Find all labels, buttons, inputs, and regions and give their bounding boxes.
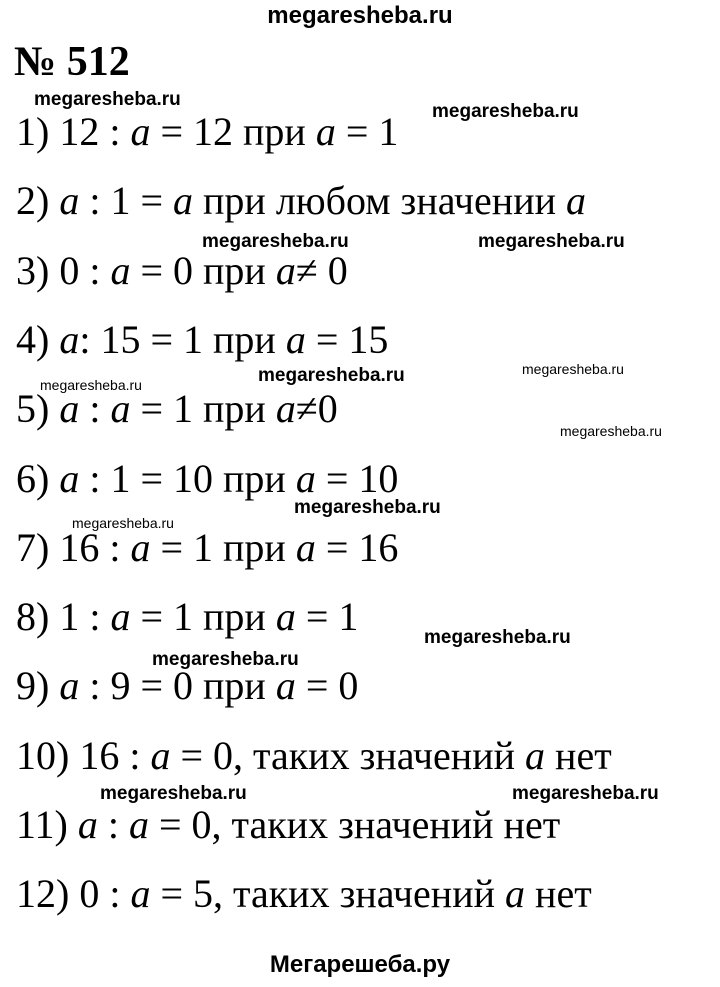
variable: a bbox=[130, 109, 151, 154]
watermark: megaresheba.ru bbox=[100, 783, 247, 804]
expression-text: : bbox=[97, 802, 129, 847]
watermark: megaresheba.ru bbox=[478, 231, 625, 252]
variable: a bbox=[150, 732, 171, 778]
variable: a bbox=[275, 386, 296, 432]
watermark: megaresheba.ru bbox=[294, 497, 441, 518]
expression-text: 0 : bbox=[79, 871, 131, 917]
expression-text: = 12 при bbox=[150, 109, 316, 154]
expression-text: = 1 при bbox=[150, 524, 296, 570]
expression-text: 1 : bbox=[59, 594, 111, 640]
solution-line bbox=[16, 386, 338, 432]
expression-text: = 15 bbox=[305, 316, 389, 362]
expression-text: = 1 bbox=[295, 594, 359, 640]
watermark: megaresheba.ru bbox=[152, 649, 299, 670]
solution-line bbox=[16, 247, 348, 293]
line-number: 5) bbox=[16, 386, 50, 432]
watermark: megaresheba.ru bbox=[40, 377, 142, 393]
solution-line bbox=[16, 594, 359, 640]
expression-text: = 16 bbox=[315, 524, 399, 570]
variable: a bbox=[110, 247, 131, 293]
solution-line bbox=[16, 524, 399, 570]
expression-text: : 1 = bbox=[79, 178, 173, 224]
variable: a bbox=[110, 594, 131, 640]
variable: a bbox=[275, 594, 296, 640]
variable: a bbox=[295, 524, 316, 570]
watermark: megaresheba.ru bbox=[202, 231, 349, 252]
variable: a bbox=[285, 316, 306, 362]
site-header: megaresheba.ru bbox=[267, 2, 453, 29]
line-number: 12) bbox=[16, 871, 70, 917]
variable: a bbox=[505, 871, 526, 917]
variable: a bbox=[110, 386, 131, 432]
watermark: megaresheba.ru bbox=[72, 515, 174, 531]
watermark: megaresheba.ru bbox=[560, 423, 662, 439]
line-number: 11) bbox=[16, 802, 68, 847]
line-number: 7) bbox=[16, 524, 50, 570]
watermark: megaresheba.ru bbox=[258, 365, 405, 386]
expression-text: = 5, таких значений bbox=[150, 871, 506, 917]
expression-text: ≠ 0 bbox=[295, 247, 348, 293]
line-number: 1) bbox=[16, 109, 50, 154]
solution-line bbox=[16, 455, 399, 501]
expression-text: при любом значении bbox=[193, 178, 567, 224]
variable: a bbox=[59, 455, 80, 501]
expression-text: : 15 = 1 при bbox=[79, 316, 286, 362]
expression-text: 0 : bbox=[59, 247, 111, 293]
site-footer: Мегарешеба.ру bbox=[269, 951, 451, 978]
watermark: megaresheba.ru bbox=[424, 627, 571, 648]
line-number: 2) bbox=[16, 178, 50, 224]
expression-text: ≠0 bbox=[295, 386, 338, 432]
watermark: megaresheba.ru bbox=[34, 89, 181, 110]
variable: a bbox=[275, 247, 296, 293]
expression-text: 16 : bbox=[59, 524, 131, 570]
problem-number: № 512 bbox=[14, 39, 130, 85]
expression-text: = 1 при bbox=[130, 594, 276, 640]
expression-text: = 1 bbox=[335, 109, 399, 154]
expression-text: : 1 = 10 при bbox=[79, 455, 296, 501]
variable: a bbox=[130, 524, 151, 570]
solution-line bbox=[16, 316, 389, 362]
variable: a bbox=[128, 802, 149, 847]
variable: a bbox=[295, 455, 316, 501]
variable: a bbox=[59, 316, 80, 362]
expression-text: нет bbox=[525, 871, 592, 917]
expression-text: : bbox=[79, 386, 111, 432]
solution-line bbox=[16, 178, 587, 224]
line-number: 6) bbox=[16, 455, 50, 501]
expression-text: = 1 при bbox=[130, 386, 276, 432]
solution-line bbox=[16, 871, 592, 917]
solution-line bbox=[16, 109, 399, 154]
variable: a bbox=[275, 663, 296, 709]
watermark: megaresheba.ru bbox=[522, 361, 624, 377]
expression-text: 16 : bbox=[79, 732, 151, 778]
line-number: 10) bbox=[16, 732, 70, 778]
variable: a bbox=[315, 109, 336, 154]
expression-text: = 0, таких значений нет bbox=[148, 802, 561, 847]
expression-text: = 0, таких значений bbox=[170, 732, 526, 778]
variable: a bbox=[566, 178, 587, 224]
expression-text: 12 : bbox=[59, 109, 131, 154]
variable: a bbox=[173, 178, 193, 224]
expression-text: = 0 при bbox=[130, 247, 276, 293]
solution-line bbox=[16, 732, 612, 778]
solution-line bbox=[16, 663, 359, 709]
variable: a bbox=[130, 871, 151, 917]
expression-text: = 10 bbox=[315, 455, 399, 501]
variable: a bbox=[59, 386, 80, 432]
expression-text: нет bbox=[545, 732, 612, 778]
line-number: 4) bbox=[16, 316, 50, 362]
variable: a bbox=[525, 732, 546, 778]
variable: a bbox=[77, 802, 98, 847]
watermark: megaresheba.ru bbox=[432, 101, 579, 122]
line-number: 8) bbox=[16, 594, 50, 640]
line-number: 9) bbox=[16, 663, 50, 709]
solution-line bbox=[16, 802, 561, 847]
variable: a bbox=[59, 663, 80, 709]
watermark: megaresheba.ru bbox=[512, 783, 659, 804]
expression-text: : 9 = 0 при bbox=[79, 663, 276, 709]
variable: a bbox=[59, 178, 80, 224]
line-number: 3) bbox=[16, 247, 50, 293]
expression-text: = 0 bbox=[295, 663, 359, 709]
